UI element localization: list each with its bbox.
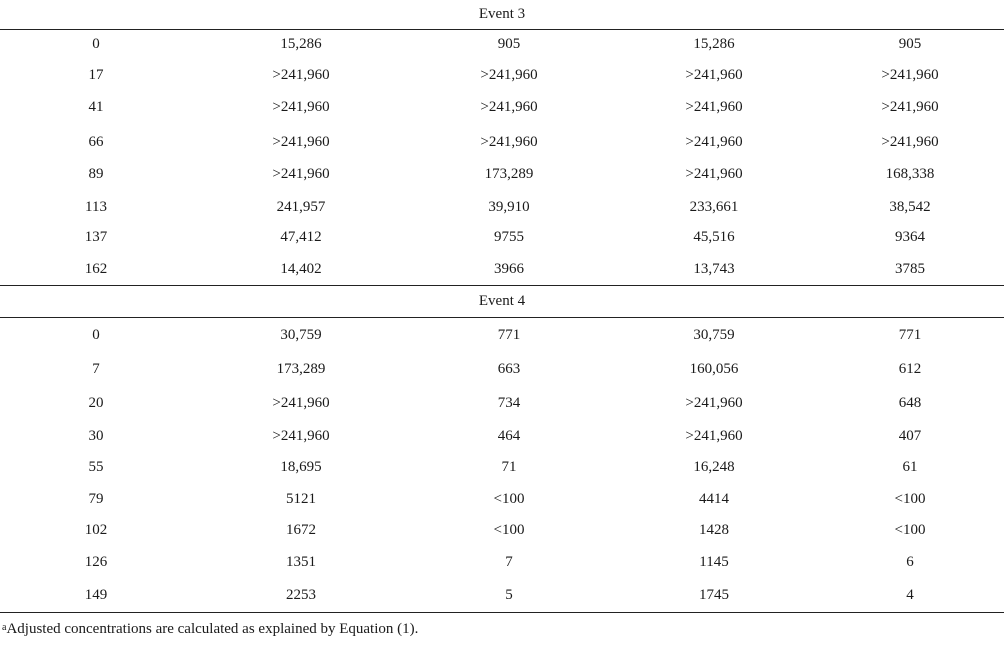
table-cell: <100	[493, 491, 525, 507]
table-cell: >241,960	[480, 99, 538, 115]
table-cell: <100	[894, 491, 926, 507]
table-cell: 79	[88, 491, 104, 507]
table-cell: 41	[88, 99, 104, 115]
table-cell: >241,960	[685, 166, 743, 182]
table-cell: 648	[898, 395, 922, 411]
table-rule	[0, 612, 1004, 613]
table-cell: 71	[501, 459, 517, 475]
table-footnote	[2, 619, 418, 639]
table-cell: >241,960	[881, 134, 939, 150]
table-cell: 5	[505, 587, 513, 603]
table-cell: 173,289	[276, 361, 326, 377]
table-cell: 1672	[286, 522, 316, 538]
table-cell: 7	[505, 554, 513, 570]
table-cell: 663	[497, 361, 521, 377]
table-row	[0, 227, 1004, 247]
table-cell: 3966	[494, 261, 524, 277]
table-cell: >241,960	[272, 134, 330, 150]
table-cell: >241,960	[685, 67, 743, 83]
table-cell: 38,542	[889, 199, 931, 215]
table-cell: 102	[84, 522, 108, 538]
table-cell: 89	[88, 166, 104, 182]
table-cell: <100	[493, 522, 525, 538]
table-cell: 13,743	[693, 261, 735, 277]
table-cell: >241,960	[685, 134, 743, 150]
event-4-header: Event 4	[478, 293, 526, 309]
table-row	[0, 34, 1004, 54]
table-cell: 2253	[286, 587, 316, 603]
table-cell: 407	[898, 428, 922, 444]
table-cell: 113	[85, 199, 107, 215]
table-cell: >241,960	[480, 67, 538, 83]
table-row	[0, 325, 1004, 345]
table-cell: 5121	[286, 491, 316, 507]
table-cell: 1351	[286, 554, 316, 570]
table-cell: 45,516	[693, 229, 735, 245]
table-row	[0, 520, 1004, 540]
table-row	[0, 426, 1004, 446]
table-cell: 3785	[895, 261, 925, 277]
footnote-marker: a	[2, 622, 7, 633]
table-cell: 464	[497, 428, 521, 444]
table-cell: 6	[906, 554, 914, 570]
table-rule	[0, 317, 1004, 318]
table-cell: 173,289	[484, 166, 534, 182]
table-row	[0, 585, 1004, 605]
table-cell: 55	[88, 459, 104, 475]
table-rule	[0, 285, 1004, 286]
table-row	[0, 489, 1004, 509]
table-row	[0, 457, 1004, 477]
table-row	[0, 65, 1004, 85]
table-cell: >241,960	[881, 99, 939, 115]
table-cell: 4414	[699, 491, 729, 507]
table-row	[0, 259, 1004, 279]
table-cell: 905	[898, 36, 922, 52]
table-cell: 137	[84, 229, 108, 245]
table-cell: 0	[92, 327, 100, 343]
table-cell: 18,695	[280, 459, 322, 475]
table-cell: >241,960	[272, 67, 330, 83]
table-cell: 17	[88, 67, 104, 83]
table-cell: >241,960	[480, 134, 538, 150]
table-cell: 241,957	[276, 199, 326, 215]
table-cell: 771	[497, 327, 521, 343]
table-cell: 1745	[699, 587, 729, 603]
table-cell: 0	[92, 36, 100, 52]
table-cell: 149	[84, 587, 108, 603]
table-cell: 66	[88, 134, 104, 150]
table-row	[0, 393, 1004, 413]
table-cell: 30,759	[693, 327, 735, 343]
table-cell: 15,286	[280, 36, 322, 52]
footnote-text: Adjusted concentrations are calculated as explained by Equation (1).	[6, 621, 419, 637]
table-row	[0, 552, 1004, 572]
table-cell: 162	[84, 261, 108, 277]
table-row	[0, 164, 1004, 184]
table-cell: 14,402	[280, 261, 322, 277]
table-row	[0, 197, 1004, 217]
table-cell: 168,338	[885, 166, 935, 182]
table-cell: 9755	[494, 229, 524, 245]
table-cell: >241,960	[685, 428, 743, 444]
table-cell: >241,960	[272, 99, 330, 115]
table-cell: 4	[906, 587, 914, 603]
table-cell: >241,960	[685, 395, 743, 411]
table-row	[0, 97, 1004, 117]
table-cell: >241,960	[272, 166, 330, 182]
table-cell: 1145	[699, 554, 729, 570]
table-cell: 612	[898, 361, 922, 377]
table-cell: >241,960	[272, 395, 330, 411]
table-rule	[0, 29, 1004, 30]
table-cell: 771	[898, 327, 922, 343]
table-cell: 20	[88, 395, 104, 411]
table-cell: >241,960	[881, 67, 939, 83]
table-cell: 9364	[895, 229, 925, 245]
table-cell: 39,910	[488, 199, 530, 215]
table-cell: >241,960	[272, 428, 330, 444]
table-cell: >241,960	[685, 99, 743, 115]
table-cell: 61	[902, 459, 918, 475]
table-cell: 30,759	[280, 327, 322, 343]
table-cell: 734	[497, 395, 521, 411]
table-cell: 233,661	[689, 199, 739, 215]
table-row	[0, 132, 1004, 152]
table-cell: <100	[894, 522, 926, 538]
table-cell: 7	[92, 361, 100, 377]
table-cell: 47,412	[280, 229, 322, 245]
event-3-header: Event 3	[478, 6, 526, 22]
table-cell: 160,056	[689, 361, 739, 377]
table-cell: 16,248	[693, 459, 735, 475]
table-cell: 905	[497, 36, 521, 52]
table-cell: 15,286	[693, 36, 735, 52]
table-cell: 1428	[699, 522, 729, 538]
table-cell: 126	[84, 554, 108, 570]
table-cell: 30	[88, 428, 104, 444]
table-row	[0, 359, 1004, 379]
